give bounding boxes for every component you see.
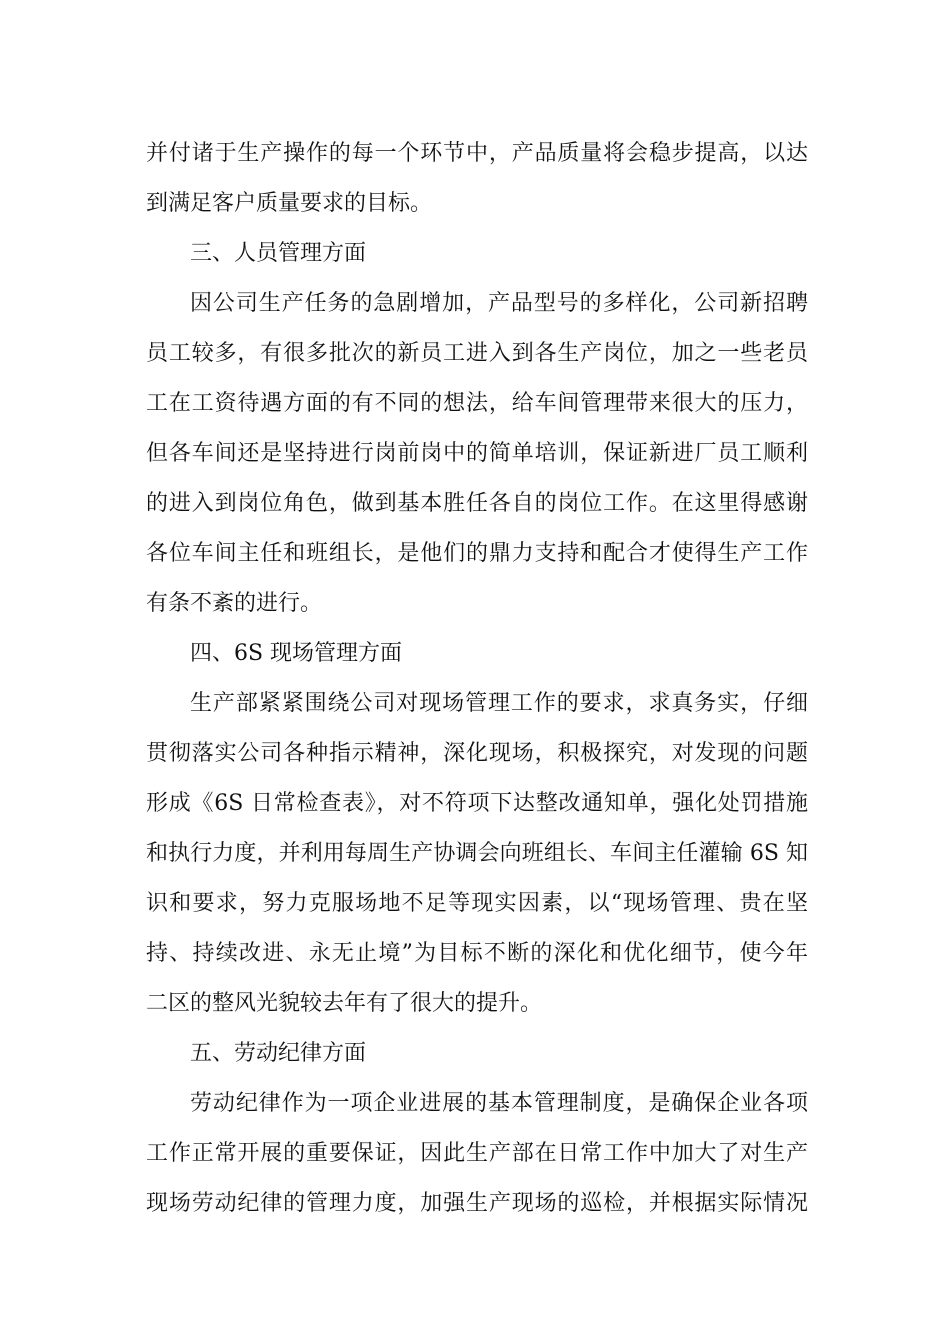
- text-line: 有条不紊的进行。: [146, 591, 323, 616]
- text-line: 但各车间还是坚持进行岗前岗中的简单培训，保证新进厂员工顺利: [146, 441, 808, 466]
- text-line: 现场劳动纪律的管理力度，加强生产现场的巡检，并根据实际情况: [146, 1191, 808, 1216]
- text-line: 因公司生产任务的急剧增加，产品型号的多样化，公司新招聘: [190, 291, 808, 316]
- text-line: 形成《6S 日常检查表》，对不符项下达整改通知单，强化处罚措施: [146, 791, 808, 816]
- text-line: 并付诸于生产操作的每一个环节中，产品质量将会稳步提高，以达: [146, 141, 808, 166]
- text-line: 工作正常开展的重要保证，因此生产部在日常工作中加大了对生产: [146, 1141, 808, 1166]
- text-line: 员工较多，有很多批次的新员工进入到各生产岗位，加之一些老员: [146, 341, 808, 366]
- text-line: 三、人员管理方面: [190, 241, 367, 266]
- text-line: 五、劳动纪律方面: [190, 1041, 367, 1066]
- text-line: 二区的整风光貌较去年有了很大的提升。: [146, 991, 543, 1016]
- text-line: 识和要求，努力克服场地不足等现实因素，以“现场管理、贵在坚: [146, 891, 808, 916]
- text-line: 贯彻落实公司各种指示精神，深化现场，积极探究，对发现的问题: [146, 741, 808, 766]
- text-line: 生产部紧紧围绕公司对现场管理工作的要求，求真务实，仔细: [190, 691, 808, 716]
- text-line: 各位车间主任和班组长，是他们的鼎力支持和配合才使得生产工作: [146, 541, 808, 566]
- document-body: [146, 129, 808, 1229]
- text-line: 持、持续改进、永无止境”为目标不断的深化和优化细节，使今年: [146, 941, 808, 966]
- text-line: 四、6S 现场管理方面: [190, 641, 403, 666]
- text-line: 工在工资待遇方面的有不同的想法，给车间管理带来很大的压力，: [146, 391, 808, 416]
- text-line: 和执行力度，并利用每周生产协调会向班组长、车间主任灌输 6S 知: [146, 841, 808, 866]
- text-line: 劳动纪律作为一项企业进展的基本管理制度，是确保企业各项: [190, 1091, 808, 1116]
- text-line: 到满足客户质量要求的目标。: [146, 191, 433, 216]
- text-line: 的进入到岗位角色，做到基本胜任各自的岗位工作。在这里得感谢: [146, 491, 808, 516]
